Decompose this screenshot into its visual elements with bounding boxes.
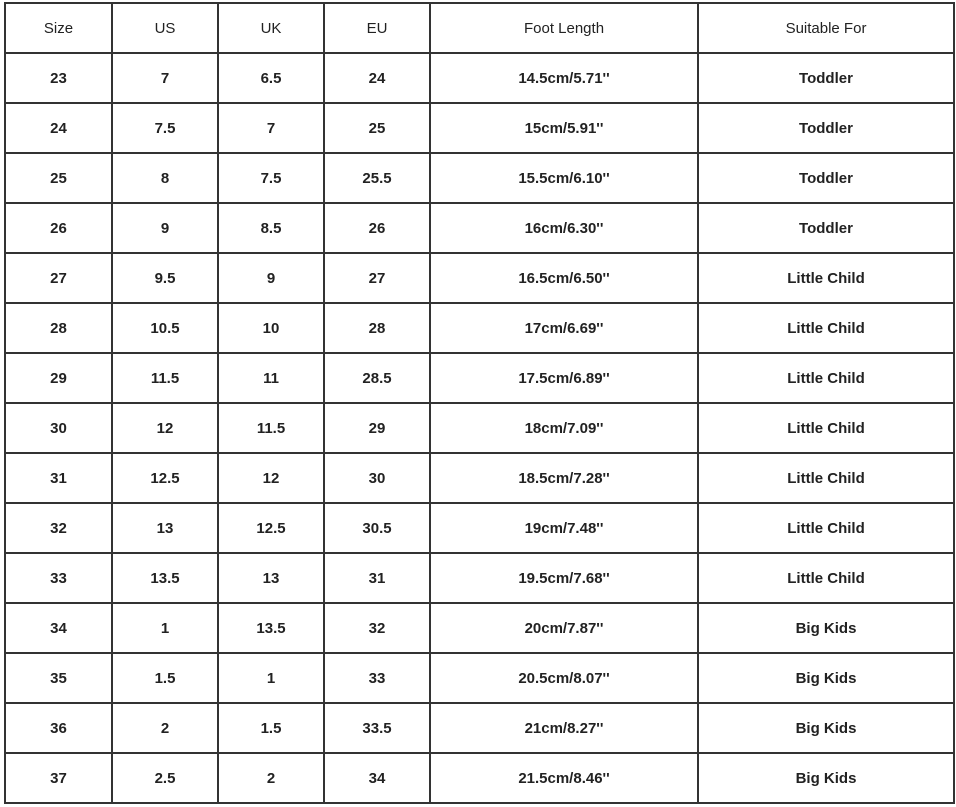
cell-foot-length: 14.5cm/5.71'' bbox=[430, 53, 698, 103]
cell-foot-length: 20cm/7.87'' bbox=[430, 603, 698, 653]
table-row bbox=[5, 253, 954, 303]
cell-foot-length: 21.5cm/8.46'' bbox=[430, 753, 698, 803]
cell-eu: 26 bbox=[324, 203, 430, 253]
cell-size: 34 bbox=[5, 603, 112, 653]
cell-eu: 27 bbox=[324, 253, 430, 303]
table-row bbox=[5, 653, 954, 703]
cell-eu: 33.5 bbox=[324, 703, 430, 753]
cell-foot-length: 18.5cm/7.28'' bbox=[430, 453, 698, 503]
cell-suitable-for: Little Child bbox=[698, 353, 954, 403]
cell-uk: 12.5 bbox=[218, 503, 324, 553]
cell-uk: 11 bbox=[218, 353, 324, 403]
cell-us: 11.5 bbox=[112, 353, 218, 403]
header-uk: UK bbox=[218, 3, 324, 53]
cell-foot-length: 16.5cm/6.50'' bbox=[430, 253, 698, 303]
header-size: Size bbox=[5, 3, 112, 53]
cell-us: 1.5 bbox=[112, 653, 218, 703]
cell-foot-length: 21cm/8.27'' bbox=[430, 703, 698, 753]
cell-foot-length: 15.5cm/6.10'' bbox=[430, 153, 698, 203]
cell-suitable-for: Toddler bbox=[698, 103, 954, 153]
header-suitable-for: Suitable For bbox=[698, 3, 954, 53]
cell-suitable-for: Big Kids bbox=[698, 703, 954, 753]
cell-foot-length: 16cm/6.30'' bbox=[430, 203, 698, 253]
cell-uk: 11.5 bbox=[218, 403, 324, 453]
cell-eu: 32 bbox=[324, 603, 430, 653]
header-foot-length: Foot Length bbox=[430, 3, 698, 53]
cell-size: 33 bbox=[5, 553, 112, 603]
cell-suitable-for: Big Kids bbox=[698, 603, 954, 653]
cell-size: 24 bbox=[5, 103, 112, 153]
header-us: US bbox=[112, 3, 218, 53]
cell-suitable-for: Toddler bbox=[698, 53, 954, 103]
cell-eu: 24 bbox=[324, 53, 430, 103]
cell-uk: 2 bbox=[218, 753, 324, 803]
cell-size: 36 bbox=[5, 703, 112, 753]
cell-foot-length: 15cm/5.91'' bbox=[430, 103, 698, 153]
cell-size: 35 bbox=[5, 653, 112, 703]
cell-foot-length: 19.5cm/7.68'' bbox=[430, 553, 698, 603]
cell-suitable-for: Little Child bbox=[698, 453, 954, 503]
cell-foot-length: 18cm/7.09'' bbox=[430, 403, 698, 453]
table-row bbox=[5, 753, 954, 803]
cell-foot-length: 20.5cm/8.07'' bbox=[430, 653, 698, 703]
cell-us: 10.5 bbox=[112, 303, 218, 353]
cell-uk: 7.5 bbox=[218, 153, 324, 203]
cell-size: 25 bbox=[5, 153, 112, 203]
cell-suitable-for: Toddler bbox=[698, 203, 954, 253]
cell-suitable-for: Little Child bbox=[698, 503, 954, 553]
table-row bbox=[5, 603, 954, 653]
cell-eu: 31 bbox=[324, 553, 430, 603]
cell-eu: 28.5 bbox=[324, 353, 430, 403]
cell-uk: 7 bbox=[218, 103, 324, 153]
table-row bbox=[5, 103, 954, 153]
cell-us: 2.5 bbox=[112, 753, 218, 803]
cell-size: 30 bbox=[5, 403, 112, 453]
cell-size: 32 bbox=[5, 503, 112, 553]
cell-uk: 10 bbox=[218, 303, 324, 353]
cell-eu: 30.5 bbox=[324, 503, 430, 553]
cell-us: 12.5 bbox=[112, 453, 218, 503]
cell-us: 13.5 bbox=[112, 553, 218, 603]
cell-eu: 25.5 bbox=[324, 153, 430, 203]
table-body bbox=[5, 53, 954, 803]
table-row bbox=[5, 203, 954, 253]
table-row bbox=[5, 503, 954, 553]
header-eu: EU bbox=[324, 3, 430, 53]
cell-uk: 8.5 bbox=[218, 203, 324, 253]
size-chart-table bbox=[4, 2, 955, 804]
cell-eu: 28 bbox=[324, 303, 430, 353]
cell-size: 31 bbox=[5, 453, 112, 503]
cell-us: 9.5 bbox=[112, 253, 218, 303]
cell-size: 26 bbox=[5, 203, 112, 253]
cell-eu: 29 bbox=[324, 403, 430, 453]
cell-size: 37 bbox=[5, 753, 112, 803]
cell-uk: 6.5 bbox=[218, 53, 324, 103]
cell-uk: 13 bbox=[218, 553, 324, 603]
cell-size: 29 bbox=[5, 353, 112, 403]
cell-us: 13 bbox=[112, 503, 218, 553]
cell-us: 8 bbox=[112, 153, 218, 203]
cell-us: 7 bbox=[112, 53, 218, 103]
table-row bbox=[5, 553, 954, 603]
table-row bbox=[5, 153, 954, 203]
table-row bbox=[5, 303, 954, 353]
cell-eu: 34 bbox=[324, 753, 430, 803]
cell-suitable-for: Big Kids bbox=[698, 753, 954, 803]
table-row bbox=[5, 353, 954, 403]
table-row bbox=[5, 453, 954, 503]
cell-eu: 30 bbox=[324, 453, 430, 503]
cell-suitable-for: Little Child bbox=[698, 303, 954, 353]
cell-suitable-for: Little Child bbox=[698, 403, 954, 453]
cell-uk: 1 bbox=[218, 653, 324, 703]
table-row bbox=[5, 403, 954, 453]
cell-foot-length: 17cm/6.69'' bbox=[430, 303, 698, 353]
cell-us: 12 bbox=[112, 403, 218, 453]
cell-size: 23 bbox=[5, 53, 112, 103]
header-row bbox=[5, 3, 954, 53]
cell-suitable-for: Big Kids bbox=[698, 653, 954, 703]
cell-size: 28 bbox=[5, 303, 112, 353]
cell-suitable-for: Little Child bbox=[698, 553, 954, 603]
cell-us: 7.5 bbox=[112, 103, 218, 153]
cell-foot-length: 17.5cm/6.89'' bbox=[430, 353, 698, 403]
cell-eu: 25 bbox=[324, 103, 430, 153]
cell-uk: 9 bbox=[218, 253, 324, 303]
cell-us: 9 bbox=[112, 203, 218, 253]
cell-suitable-for: Toddler bbox=[698, 153, 954, 203]
cell-size: 27 bbox=[5, 253, 112, 303]
cell-us: 2 bbox=[112, 703, 218, 753]
cell-uk: 13.5 bbox=[218, 603, 324, 653]
cell-us: 1 bbox=[112, 603, 218, 653]
cell-uk: 1.5 bbox=[218, 703, 324, 753]
table-row bbox=[5, 703, 954, 753]
cell-uk: 12 bbox=[218, 453, 324, 503]
cell-suitable-for: Little Child bbox=[698, 253, 954, 303]
table-row bbox=[5, 53, 954, 103]
cell-foot-length: 19cm/7.48'' bbox=[430, 503, 698, 553]
cell-eu: 33 bbox=[324, 653, 430, 703]
